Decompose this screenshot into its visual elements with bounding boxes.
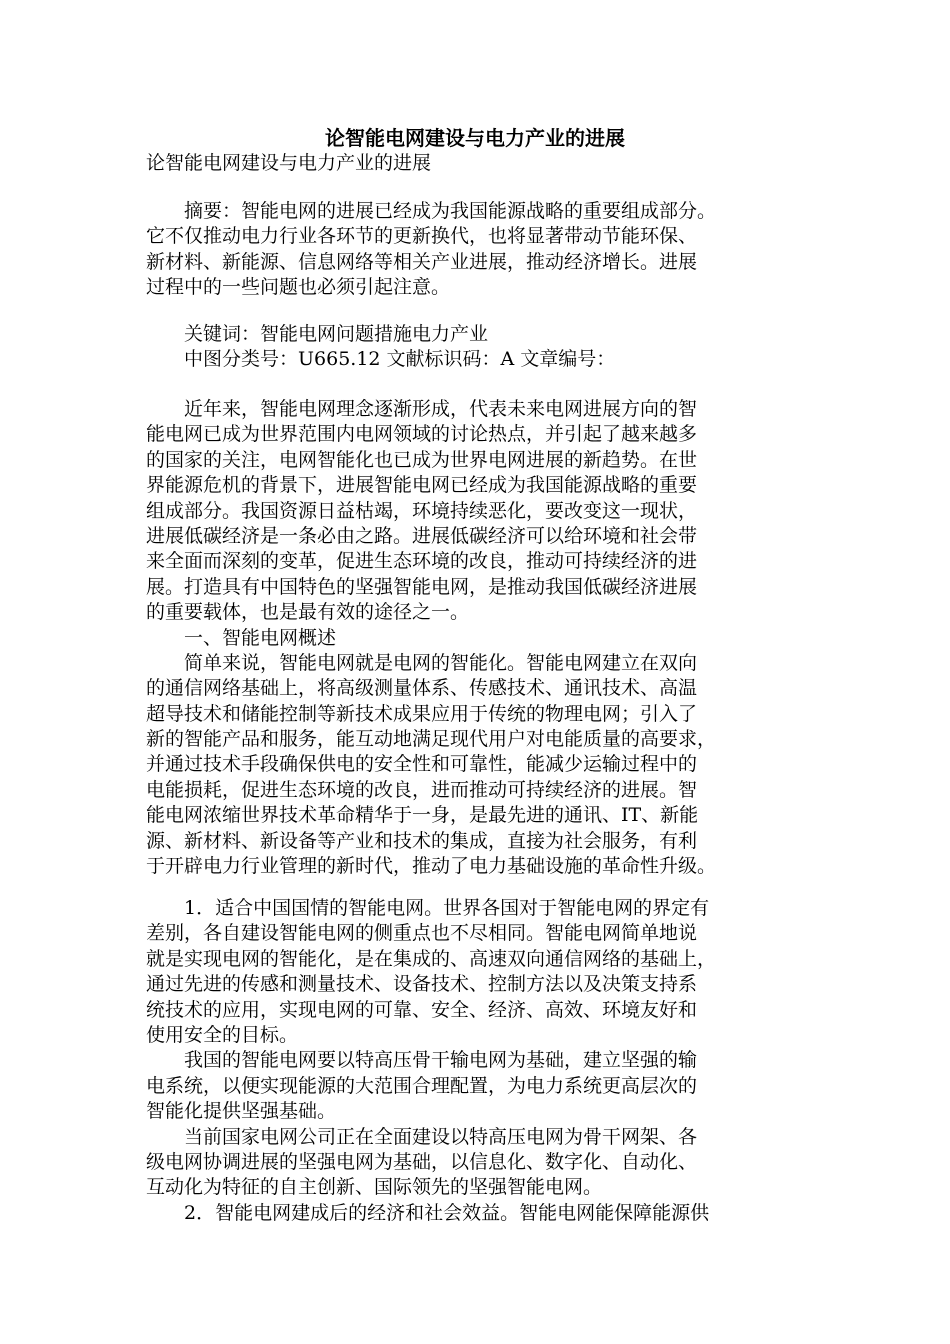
text-line: 简单来说，智能电网就是电网的智能化。智能电网建立在双向 — [146, 651, 698, 674]
text-line: 进展低碳经济是一条必由之路。进展低碳经济可以给环境和社会带 — [146, 524, 698, 547]
text-line: 源、新材料、新设备等产业和技术的集成，直接为社会服务，有利 — [146, 829, 698, 852]
text-line: 电能损耗，促进生态环境的改良，进而推动可持续经济的进展。智 — [146, 778, 698, 801]
text-line: 超导技术和储能控制等新技术成果应用于传统的物理电网；引入了 — [146, 702, 698, 725]
keywords-block — [146, 322, 826, 373]
text-line: 过程中的一些问题也必须引起注意。 — [146, 276, 451, 299]
text-line: 使用安全的目标。 — [146, 1023, 299, 1046]
text-line: 的通信网络基础上，将高级测量体系、传感技术、通讯技术、高温 — [146, 677, 698, 700]
text-line: 级电网协调进展的坚强电网为基础，以信息化、数字化、自动化、 — [146, 1150, 698, 1173]
text-line: 1．适合中国国情的智能电网。世界各国对于智能电网的界定有 — [146, 897, 710, 919]
body-section-1 — [146, 397, 826, 879]
text-line: 近年来，智能电网理念逐渐形成，代表未来电网进展方向的智 — [146, 398, 698, 420]
text-line: 智能化提供坚强基础。 — [146, 1100, 337, 1123]
text-line: 的重要载体，也是最有效的途径之一。 — [146, 601, 470, 624]
text-line: 2．智能电网建成后的经济和社会效益。智能电网能保障能源供 — [146, 1201, 710, 1224]
classification-line: 中图分类号：U665.12 文献标识码：A 文章编号： — [146, 348, 616, 371]
text-line: 就是实现电网的智能化，是在集成的、高速双向通信网络的基础上， — [146, 947, 717, 970]
text-line: 来全面而深刻的变革，促进生态环境的改良，推动可持续经济的进 — [146, 550, 698, 573]
text-line: 统技术的应用，实现电网的可靠、安全、经济、高效、环境友好和 — [146, 998, 698, 1021]
document-title: 论智能电网建设与电力产业的进展 — [325, 126, 625, 150]
text-line: 并通过技术手段确保供电的安全性和可靠性，能减少运输过程中的 — [146, 753, 698, 776]
keywords-line: 关键词：智能电网问题措施电力产业 — [146, 323, 489, 345]
text-line: 的国家的关注，电网智能化也已成为世界电网进展的新趋势。在世 — [146, 448, 698, 471]
text-line: 界能源危机的背景下，进展智能电网已经成为我国能源战略的重要 — [146, 474, 698, 497]
text-line: 于开辟电力行业管理的新时代，推动了电力基础设施的革命性升级。 — [146, 855, 717, 878]
text-line: 互动化为特征的自主创新、国际领先的坚强智能电网。 — [146, 1176, 603, 1199]
text-line: 新材料、新能源、信息网络等相关产业进展，推动经济增长。进展 — [146, 250, 698, 273]
text-line: 展。打造具有中国特色的坚强智能电网，是推动我国低碳经济进展 — [146, 575, 698, 598]
text-line: 能电网已成为世界范围内电网领域的讨论热点，并引起了越来越多 — [146, 423, 698, 446]
text-line: 我国的智能电网要以特高压骨干输电网为基础，建立坚强的输 — [146, 1049, 698, 1072]
document-subtitle: 论智能电网建设与电力产业的进展 — [146, 152, 432, 174]
abstract-paragraph — [146, 199, 826, 301]
text-line: 能电网浓缩世界技术革命精华于一身，是最先进的通讯、IT、新能 — [146, 804, 699, 827]
section-heading: 一、智能电网概述 — [146, 626, 337, 649]
text-line: 差别，各自建设智能电网的侧重点也不尽相同。智能电网简单地说 — [146, 922, 698, 945]
text-line: 组成部分。我国资源日益枯竭，环境持续恶化，要改变这一现状， — [146, 499, 698, 522]
text-line: 通过先进的传感和测量技术、设备技术、控制方法以及决策支持系 — [146, 973, 698, 996]
text-line: 新的智能产品和服务，能互动地满足现代用户对电能质量的高要求， — [146, 728, 717, 751]
text-line: 当前国家电网公司正在全面建设以特高压电网为骨干网架、各 — [146, 1125, 698, 1148]
text-line: 电系统，以便实现能源的大范围合理配置，为电力系统更高层次的 — [146, 1074, 698, 1097]
text-line: 它不仅推动电力行业各环节的更新换代，也将显著带动节能环保、 — [146, 225, 698, 248]
text-line: 摘要：智能电网的进展已经成为我国能源战略的重要组成部分。 — [146, 200, 717, 222]
body-section-2 — [146, 896, 826, 1226]
